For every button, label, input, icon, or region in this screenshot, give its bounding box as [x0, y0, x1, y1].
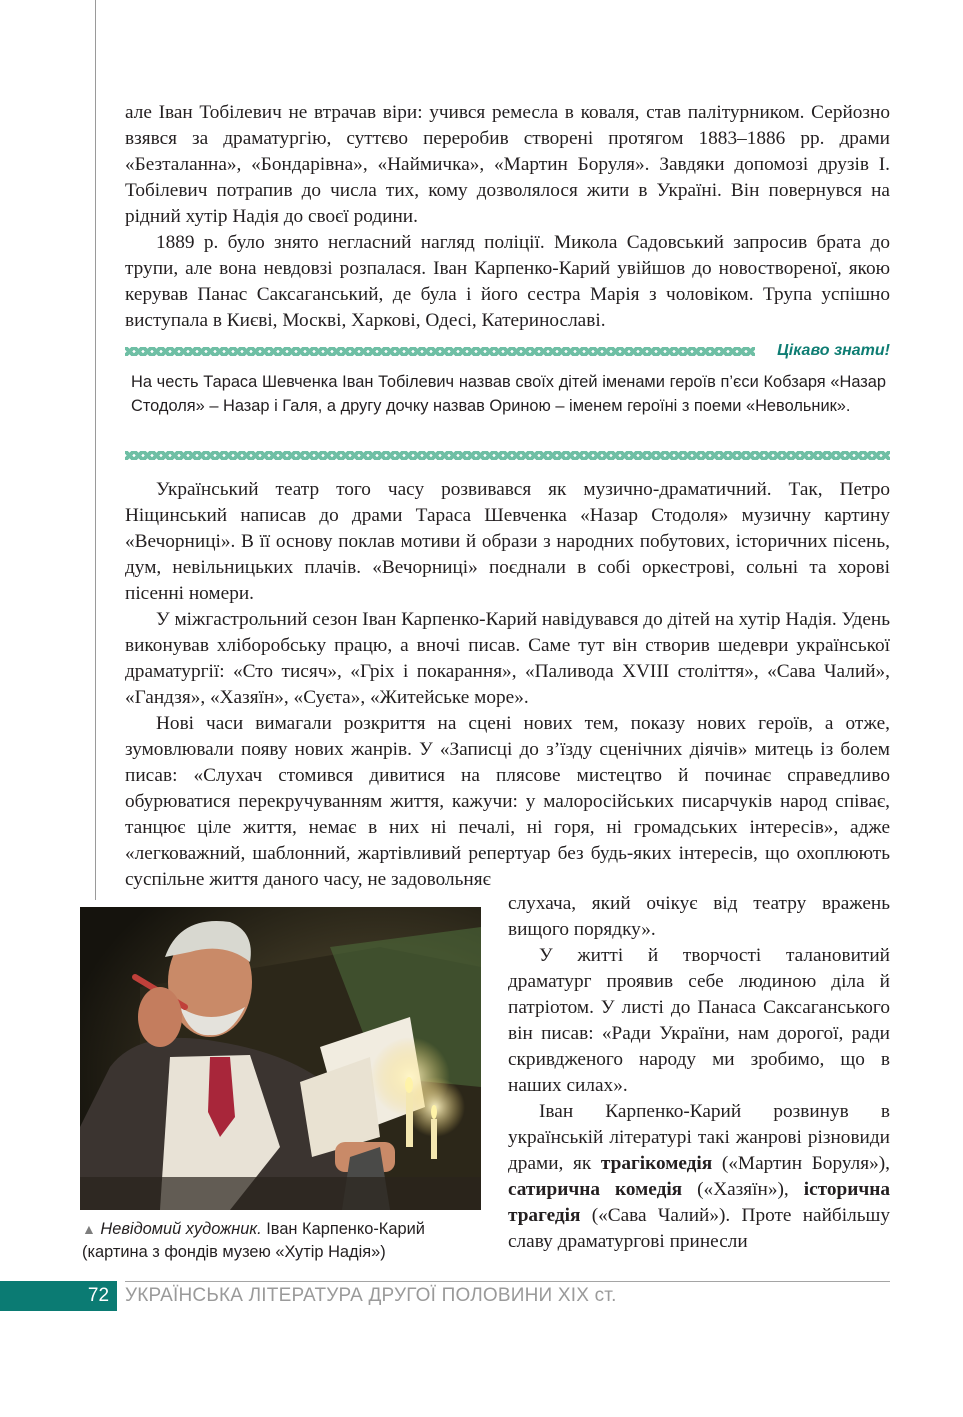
paragraph-3: Український театр того часу розвивався як музично-драматичний. Так, Петро Ніщинський написав до драми Тараса Шевченка «Назар Стодоля» музичну картину «Вечорниці». В її основу поклав мотиви й образи з народних побутових, історичних пісень, дум, невільницьких плачів. «Вечорниці» поєднали в собі оркестрові, сольні та хорові пісенні номери. — [125, 479, 890, 604]
info-box-top-band — [125, 347, 755, 356]
paragraph-7 — [508, 1099, 890, 1255]
paragraph-4: У міжгастрольний сезон Іван Карпенко-Карий навідувався до дітей на хутір Надія. Удень виконував хліборобську працю, а вночі писав. Саме тут він створив шедеври української драматургії: «Сто тисяч», «Гріх і покарання», «Паливода XVIII століття», «Сава Чалий», «Гандзя», «Хазяїн», «Суєта», «Житейське море». — [125, 609, 890, 708]
paragraph-5: Нові часи вимагали розкриття на сцені нових тем, показу нових героїв, а отже, зумовлювали появу нових жанрів. У «Записці до з’їзду сценічних діячів» митець із болем писав: «Слухач стомився дивитися на плясове мистецтво й починає справедливо обурюватися перекручуванням життя, кажучи: у малоросійських писарчуків народ співає, танцює ціле життя, немає в них ні печалі, ні горя, ні громадських інтересів», адже «легковажний, шаблонний, жартівливий репертуар без будь-яких інтересів, що охоплюють суспільне життя даного часу, не задовольняє — [125, 713, 890, 890]
paragraph-1: але Іван Тобілевич не втрачав віри: учився ремесла в коваля, став палітурником. Серйозно взявся за драматургію, суттєво переробив створені протягом 1883–1886 рр. драми «Безталанна», «Бондарівна», «Наймичка», «Мартин Боруля». Завдяки допомозі друзів І. Тобілевич потрапив до числа тих, кому дозволялося жити в Україні. Він повернувся на рідний хутір Надія до своєї родини. — [125, 102, 890, 227]
paragraph-7-end: («Сава Чалий»). Проте найбільшу славу драматургові принесли — [508, 1205, 890, 1252]
info-box-title: Цікаво знати! — [777, 342, 890, 359]
running-head: УКРАЇНСЬКА ЛІТЕРАТУРА ДРУГОЇ ПОЛОВИНИ XIX ст. — [125, 1285, 617, 1306]
caption-author: Невідомий художник. — [100, 1220, 262, 1238]
portrait-painting — [80, 907, 481, 1210]
paragraph-2: 1889 р. було знято негласний нагляд поліції. Микола Садовський запросив брата до трупи, але вона невдовзі розпалася. Іван Карпенко-Карий увійшов до новоствореної, якою керував Панас Саксаганський, де була і його сестра Марія з чоловіком. Трупа успішно виступала в Києві, Москві, Харкові, Одесі, Катеринославі. — [125, 232, 890, 331]
right-column — [508, 891, 890, 1255]
term-satirical-comedy: сатирична комедія — [508, 1179, 683, 1200]
page-number: 72 — [87, 1285, 110, 1306]
paragraph-6: У житті й творчості талановитий драматург проявив себе людиною діла й патріотом. У листі до Панаса Саксаганського він писав: «Ради України, нам дорогої, ради скривдженого народу ми зробимо, що в наших силах». — [508, 945, 890, 1096]
margin-rule — [95, 0, 96, 900]
term-tragicomedy: трагікомедія — [600, 1153, 713, 1174]
figure-caption — [82, 1218, 482, 1264]
info-box-bottom-band — [125, 451, 890, 460]
paragraph-7-mid-2: («Хазяїн»), — [682, 1179, 804, 1200]
caption-triangle-icon: ▲ — [82, 1221, 96, 1237]
paragraph-7-mid-1: («Мартин Боруля»), — [712, 1153, 890, 1174]
footer-rule — [125, 1281, 890, 1282]
paragraph-5-continuation: слухача, який очікує від театру вражень вищого порядку». — [508, 893, 890, 940]
info-box-text: На честь Тараса Шевченка Іван Тобілевич назвав своїх дітей іменами героїв п’єси Кобзаря «Назар Стодоля» – Назар і Галя, а другу дочку назвав Ориною – іменем героїні з поеми «Невольник». — [131, 373, 886, 415]
paragraph-7-start: Іван Карпенко-Карий розвинув в українській літературі такі жанрові різновиди драми, як — [508, 1101, 890, 1174]
term-historical-tragedy: історична трагедія — [508, 1179, 890, 1226]
caption-text: Іван Карпенко-Карий (картина з фондів музею «Хутір Надія») — [82, 1220, 425, 1261]
